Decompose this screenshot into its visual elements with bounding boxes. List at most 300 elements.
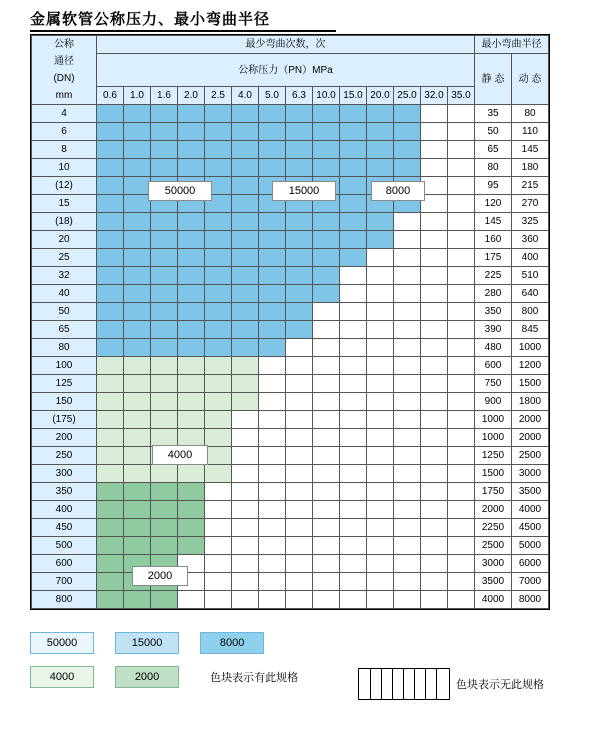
- cell-pressure: [178, 501, 205, 519]
- table-row: [32, 411, 549, 429]
- cell-pressure: [421, 339, 448, 357]
- cell-pressure: [259, 357, 286, 375]
- cell-pressure: [232, 339, 259, 357]
- callout-8000: 8000: [371, 181, 425, 201]
- cell-pressure: [151, 321, 178, 339]
- cell-pressure: [178, 339, 205, 357]
- cell-pressure: [232, 483, 259, 501]
- cell-pressure: [421, 123, 448, 141]
- table-row: [32, 141, 549, 159]
- cell-dynamic-radius: 1800: [512, 393, 549, 411]
- table-row: [32, 555, 549, 573]
- cell-pressure: [151, 393, 178, 411]
- cell-pressure: [259, 105, 286, 123]
- cell-pressure: [124, 393, 151, 411]
- cell-pressure: [394, 339, 421, 357]
- cell-pressure: [394, 123, 421, 141]
- cell-pressure: [367, 555, 394, 573]
- cell-dn: 250: [32, 447, 97, 465]
- cell-pressure: [97, 285, 124, 303]
- cell-dynamic-radius: 325: [512, 213, 549, 231]
- cell-pressure: [286, 411, 313, 429]
- cell-pressure: [421, 393, 448, 411]
- cell-pressure: [259, 519, 286, 537]
- cell-dn: 20: [32, 231, 97, 249]
- cell-pressure: [151, 483, 178, 501]
- cell-pressure: [367, 267, 394, 285]
- cell-pressure: [259, 123, 286, 141]
- cell-pressure: [421, 231, 448, 249]
- cell-pressure: [286, 339, 313, 357]
- cell-pressure: [151, 285, 178, 303]
- cell-pressure: [178, 321, 205, 339]
- cell-pressure: [205, 321, 232, 339]
- cell-pressure: [205, 267, 232, 285]
- cell-pressure: [340, 483, 367, 501]
- cell-pressure: [151, 105, 178, 123]
- cell-pressure: [448, 465, 475, 483]
- cell-pressure: [421, 411, 448, 429]
- cell-pressure: [313, 537, 340, 555]
- cell-pressure: [151, 123, 178, 141]
- cell-pressure: [124, 249, 151, 267]
- cell-pressure: [97, 393, 124, 411]
- cell-pressure: [124, 195, 151, 213]
- table-row: [32, 321, 549, 339]
- table-row: [32, 591, 549, 609]
- cell-pressure: [313, 375, 340, 393]
- cell-pressure: [367, 375, 394, 393]
- cell-pressure: [124, 429, 151, 447]
- cell-dynamic-radius: 180: [512, 159, 549, 177]
- cell-pressure: [313, 447, 340, 465]
- cell-pressure: [178, 357, 205, 375]
- cell-dn: 15: [32, 195, 97, 213]
- cell-pressure: [394, 213, 421, 231]
- cell-pressure: [178, 537, 205, 555]
- cell-pressure: [367, 159, 394, 177]
- header-pressure-col-12: 32.0: [421, 87, 448, 105]
- cell-pressure: [259, 411, 286, 429]
- cell-pressure: [232, 303, 259, 321]
- cell-pressure: [340, 393, 367, 411]
- cell-pressure: [313, 429, 340, 447]
- cell-dn: 10: [32, 159, 97, 177]
- cell-pressure: [313, 465, 340, 483]
- cell-pressure: [286, 105, 313, 123]
- cell-pressure: [151, 375, 178, 393]
- cell-pressure: [340, 357, 367, 375]
- cell-dynamic-radius: 2500: [512, 447, 549, 465]
- cell-dynamic-radius: 270: [512, 195, 549, 213]
- cell-pressure: [232, 375, 259, 393]
- cell-pressure: [151, 303, 178, 321]
- cell-pressure: [286, 375, 313, 393]
- header-pressure-col-8: 10.0: [313, 87, 340, 105]
- cell-pressure: [259, 213, 286, 231]
- no-spec-swatch: [358, 668, 450, 700]
- cell-pressure: [124, 375, 151, 393]
- cell-pressure: [421, 159, 448, 177]
- cell-pressure: [97, 141, 124, 159]
- cell-pressure: [259, 141, 286, 159]
- cell-pressure: [448, 141, 475, 159]
- spec-table-container: [30, 34, 550, 610]
- table-row: [32, 357, 549, 375]
- cell-pressure: [124, 465, 151, 483]
- cell-pressure: [205, 429, 232, 447]
- legend-swatch-4000: 4000: [30, 666, 94, 688]
- cell-pressure: [259, 447, 286, 465]
- cell-pressure: [124, 447, 151, 465]
- header-pressure-col-6: 5.0: [259, 87, 286, 105]
- legend-slot-5: [115, 666, 197, 688]
- cell-pressure: [340, 375, 367, 393]
- cell-pressure: [178, 591, 205, 609]
- cell-pressure: [178, 465, 205, 483]
- cell-pressure: [394, 447, 421, 465]
- cell-pressure: [232, 159, 259, 177]
- cell-static-radius: 4000: [475, 591, 512, 609]
- cell-pressure: [394, 555, 421, 573]
- table-header: [32, 36, 549, 105]
- cell-pressure: [448, 321, 475, 339]
- cell-pressure: [97, 411, 124, 429]
- cell-pressure: [394, 537, 421, 555]
- cell-dynamic-radius: 4000: [512, 501, 549, 519]
- cell-pressure: [97, 465, 124, 483]
- cell-pressure: [448, 555, 475, 573]
- cell-pressure: [151, 339, 178, 357]
- cell-pressure: [124, 303, 151, 321]
- cell-pressure: [151, 357, 178, 375]
- cell-pressure: [151, 231, 178, 249]
- cell-dynamic-radius: 3000: [512, 465, 549, 483]
- cell-pressure: [232, 123, 259, 141]
- callout-4000: 4000: [152, 445, 208, 465]
- cell-static-radius: 2000: [475, 501, 512, 519]
- cell-pressure: [259, 393, 286, 411]
- cell-pressure: [205, 393, 232, 411]
- cell-pressure: [394, 483, 421, 501]
- cell-pressure: [394, 267, 421, 285]
- cell-dynamic-radius: 1000: [512, 339, 549, 357]
- cell-pressure: [286, 555, 313, 573]
- header-pressure-col-10: 20.0: [367, 87, 394, 105]
- cell-pressure: [232, 231, 259, 249]
- cell-dn: 400: [32, 501, 97, 519]
- cell-pressure: [97, 213, 124, 231]
- cell-pressure: [232, 555, 259, 573]
- cell-pressure: [151, 249, 178, 267]
- cell-pressure: [205, 303, 232, 321]
- cell-pressure: [178, 483, 205, 501]
- table-row: [32, 465, 549, 483]
- cell-pressure: [313, 483, 340, 501]
- cell-pressure: [259, 573, 286, 591]
- table-row: [32, 339, 549, 357]
- cell-pressure: [313, 303, 340, 321]
- table-row: [32, 231, 549, 249]
- cell-pressure: [286, 159, 313, 177]
- cell-pressure: [394, 357, 421, 375]
- cell-pressure: [124, 321, 151, 339]
- cell-pressure: [313, 141, 340, 159]
- table-row: [32, 519, 549, 537]
- table-row: [32, 447, 549, 465]
- cell-pressure: [340, 591, 367, 609]
- cell-pressure: [394, 141, 421, 159]
- cell-pressure: [178, 249, 205, 267]
- cell-pressure: [421, 375, 448, 393]
- cell-static-radius: 3000: [475, 555, 512, 573]
- cell-pressure: [178, 123, 205, 141]
- cell-pressure: [421, 213, 448, 231]
- cell-pressure: [313, 573, 340, 591]
- cell-pressure: [367, 519, 394, 537]
- header-pressure-col-13: 35.0: [448, 87, 475, 105]
- cell-pressure: [367, 105, 394, 123]
- cell-dn: 125: [32, 375, 97, 393]
- cell-pressure: [340, 159, 367, 177]
- cell-pressure: [124, 285, 151, 303]
- cell-pressure: [232, 321, 259, 339]
- cell-pressure: [367, 429, 394, 447]
- cell-pressure: [205, 465, 232, 483]
- cell-pressure: [313, 249, 340, 267]
- cell-pressure: [421, 519, 448, 537]
- cell-pressure: [97, 591, 124, 609]
- cell-dn: 150: [32, 393, 97, 411]
- cell-pressure: [232, 249, 259, 267]
- cell-pressure: [313, 105, 340, 123]
- cell-pressure: [97, 195, 124, 213]
- cell-pressure: [394, 285, 421, 303]
- cell-pressure: [394, 573, 421, 591]
- cell-pressure: [340, 573, 367, 591]
- cell-pressure: [124, 213, 151, 231]
- cell-pressure: [367, 231, 394, 249]
- legend-swatch-2000: 2000: [115, 666, 179, 688]
- cell-dn: 8: [32, 141, 97, 159]
- cell-pressure: [124, 339, 151, 357]
- cell-pressure: [421, 321, 448, 339]
- cell-pressure: [97, 105, 124, 123]
- cell-pressure: [205, 213, 232, 231]
- cell-pressure: [313, 321, 340, 339]
- cell-pressure: [448, 339, 475, 357]
- cell-pressure: [97, 159, 124, 177]
- cell-dynamic-radius: 3500: [512, 483, 549, 501]
- cell-pressure: [97, 249, 124, 267]
- cell-pressure: [259, 555, 286, 573]
- cell-pressure: [205, 501, 232, 519]
- cell-dn: (12): [32, 177, 97, 195]
- cell-pressure: [232, 177, 259, 195]
- cell-static-radius: 1750: [475, 483, 512, 501]
- cell-pressure: [232, 357, 259, 375]
- legend-slot-1: [30, 632, 112, 654]
- cell-pressure: [178, 411, 205, 429]
- cell-dynamic-radius: 2000: [512, 411, 549, 429]
- cell-pressure: [340, 519, 367, 537]
- cell-pressure: [394, 105, 421, 123]
- cell-pressure: [421, 105, 448, 123]
- cell-static-radius: 750: [475, 375, 512, 393]
- cell-dn: 100: [32, 357, 97, 375]
- cell-pressure: [340, 447, 367, 465]
- cell-pressure: [367, 357, 394, 375]
- legend-no-spec-note: 色块表示无此规格: [456, 679, 544, 691]
- cell-pressure: [421, 573, 448, 591]
- cell-pressure: [259, 465, 286, 483]
- cell-pressure: [448, 483, 475, 501]
- cell-pressure: [259, 159, 286, 177]
- cell-static-radius: 50: [475, 123, 512, 141]
- cell-static-radius: 65: [475, 141, 512, 159]
- cell-pressure: [151, 411, 178, 429]
- cell-pressure: [286, 321, 313, 339]
- cell-pressure: [178, 267, 205, 285]
- header-pressure-col-1: 1.0: [124, 87, 151, 105]
- cell-pressure: [421, 483, 448, 501]
- header-bend-count: 最少弯曲次数，次: [97, 36, 475, 54]
- cell-pressure: [421, 591, 448, 609]
- cell-pressure: [259, 267, 286, 285]
- cell-pressure: [448, 537, 475, 555]
- cell-pressure: [259, 303, 286, 321]
- cell-static-radius: 95: [475, 177, 512, 195]
- cell-dynamic-radius: 6000: [512, 555, 549, 573]
- cell-pressure: [232, 501, 259, 519]
- cell-pressure: [205, 573, 232, 591]
- cell-pressure: [313, 339, 340, 357]
- cell-pressure: [259, 591, 286, 609]
- cell-pressure: [259, 249, 286, 267]
- cell-static-radius: 225: [475, 267, 512, 285]
- cell-pressure: [367, 285, 394, 303]
- cell-pressure: [232, 447, 259, 465]
- cell-pressure: [448, 519, 475, 537]
- cell-pressure: [340, 339, 367, 357]
- cell-dn: 300: [32, 465, 97, 483]
- cell-pressure: [97, 429, 124, 447]
- cell-pressure: [259, 483, 286, 501]
- cell-dn: 6: [32, 123, 97, 141]
- cell-pressure: [421, 429, 448, 447]
- cell-pressure: [421, 465, 448, 483]
- legend-row-1: [30, 632, 570, 654]
- cell-pressure: [421, 303, 448, 321]
- cell-dn: 4: [32, 105, 97, 123]
- cell-pressure: [448, 393, 475, 411]
- cell-dn: 80: [32, 339, 97, 357]
- header-pressure-col-9: 15.0: [340, 87, 367, 105]
- spec-table: [31, 35, 549, 609]
- cell-pressure: [205, 231, 232, 249]
- header-pressure-col-4: 2.5: [205, 87, 232, 105]
- table-row: [32, 123, 549, 141]
- cell-pressure: [97, 357, 124, 375]
- cell-pressure: [97, 519, 124, 537]
- cell-pressure: [124, 105, 151, 123]
- cell-pressure: [340, 267, 367, 285]
- cell-pressure: [97, 375, 124, 393]
- cell-pressure: [151, 591, 178, 609]
- legend-swatch-15000: 15000: [115, 632, 179, 654]
- cell-pressure: [97, 501, 124, 519]
- header-pressure: 公称压力（PN）MPa: [97, 54, 475, 87]
- cell-pressure: [151, 267, 178, 285]
- cell-dn: 700: [32, 573, 97, 591]
- cell-static-radius: 120: [475, 195, 512, 213]
- cell-pressure: [97, 447, 124, 465]
- cell-pressure: [448, 411, 475, 429]
- callout-2000: 2000: [132, 566, 188, 586]
- cell-pressure: [124, 591, 151, 609]
- cell-pressure: [205, 339, 232, 357]
- cell-pressure: [259, 339, 286, 357]
- cell-pressure: [340, 123, 367, 141]
- cell-pressure: [286, 267, 313, 285]
- table-row: [32, 483, 549, 501]
- cell-pressure: [205, 483, 232, 501]
- cell-pressure: [448, 213, 475, 231]
- cell-static-radius: 480: [475, 339, 512, 357]
- cell-dynamic-radius: 145: [512, 141, 549, 159]
- cell-pressure: [205, 555, 232, 573]
- cell-static-radius: 1000: [475, 429, 512, 447]
- legend-slot-2: [115, 632, 197, 654]
- header-dn-line-4: mm: [55, 90, 73, 101]
- table-row: [32, 393, 549, 411]
- header-dn-line-3: (DN): [53, 73, 75, 84]
- cell-pressure: [232, 213, 259, 231]
- cell-static-radius: 1000: [475, 411, 512, 429]
- cell-pressure: [151, 519, 178, 537]
- header-dynamic: 动 态: [512, 54, 549, 105]
- cell-pressure: [205, 411, 232, 429]
- cell-pressure: [367, 141, 394, 159]
- cell-pressure: [232, 573, 259, 591]
- table-row: [32, 501, 549, 519]
- table-row: [32, 573, 549, 591]
- cell-pressure: [97, 537, 124, 555]
- cell-static-radius: 80: [475, 159, 512, 177]
- cell-pressure: [367, 249, 394, 267]
- cell-pressure: [97, 321, 124, 339]
- cell-pressure: [340, 231, 367, 249]
- cell-dn: (175): [32, 411, 97, 429]
- header-pressure-col-0: 0.6: [97, 87, 124, 105]
- cell-pressure: [286, 393, 313, 411]
- cell-pressure: [205, 159, 232, 177]
- cell-pressure: [448, 267, 475, 285]
- cell-pressure: [124, 159, 151, 177]
- cell-pressure: [340, 195, 367, 213]
- cell-dynamic-radius: 2000: [512, 429, 549, 447]
- table-row: [32, 429, 549, 447]
- cell-pressure: [232, 285, 259, 303]
- cell-pressure: [367, 123, 394, 141]
- cell-pressure: [421, 447, 448, 465]
- cell-pressure: [448, 357, 475, 375]
- cell-pressure: [286, 573, 313, 591]
- cell-static-radius: 280: [475, 285, 512, 303]
- header-pressure-col-11: 25.0: [394, 87, 421, 105]
- cell-pressure: [232, 141, 259, 159]
- cell-pressure: [232, 537, 259, 555]
